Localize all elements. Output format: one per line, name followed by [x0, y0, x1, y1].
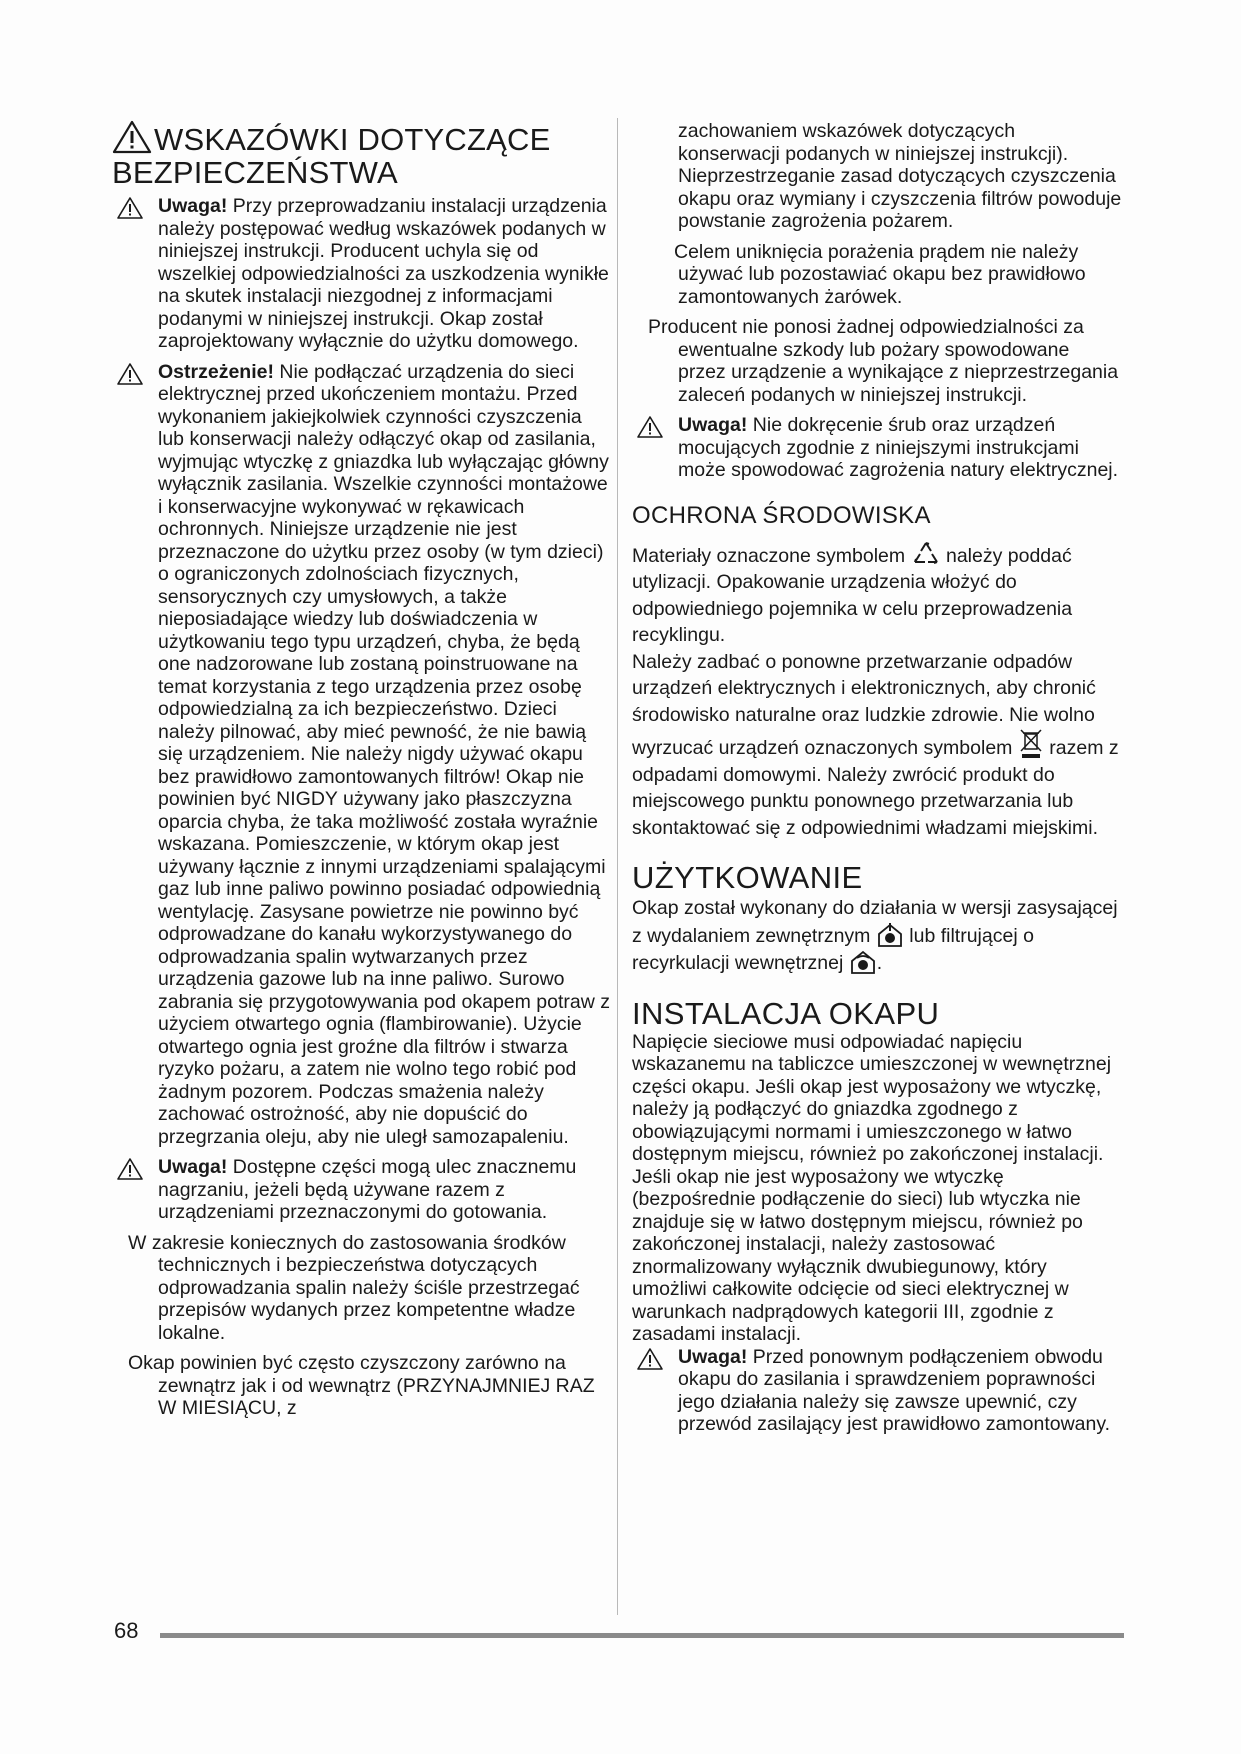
footer-rule [160, 1633, 1124, 1638]
recirculation-mode-icon [849, 949, 877, 975]
usage-text: lub filtrującej o recyrkulacji wewnętrznej [632, 924, 1034, 974]
warning-text: Nie podłączać urządzenia do sieci elektrycznej przed ukończeniem montażu. Przed wykonaniem jakiejkolwiek czynności czyszczenia lub konserwacji należy odłączyć okap od zasilania, wyjmując wtyczkę z gniazdka lub wyłączając główny wyłącznik zasilania. Wszelkie czynności montażowe i konserwacyjne wykonywać w rękawicach ochronnych. Niniejsze urządzenie nie jest przeznaczone do użytku przez osoby (w tym dzieci) o ograniczonych zdolnościach fizycznych, sensorycznych czy umysłowych, a także nieposiadające wiedzy lub doświadczenia w użytkowaniu tego typu urządzeń, chyba, że będą one nadzorowane lub zostaną poinstruowane na temat korzystania z tego urządzenia przez osobę odpowiedzialną za ich bezpieczeństwo. Dzieci należy pilnować, aby mieć pewność, że nie bawią się urządzeniem. Nie należy nigdy używać okapu bez prawidłowo zamontowanych filtrów! Okap nie powinien być NIGDY używany jako płaszczyzna oparcia chyba, że taka możliwość została wyraźnie wskazana. Pomieszczenie, w którym okap jest używany łącznie z innymi urządzeniami spalającymi gaz lub inne paliwo powinno posiadać odpowiednią wentylację. Zasysane powietrze nie powinno być odprowadzane do kanału wykorzystywanego do odprowadzania spalin wytwarzanych przez urządzenia gazowe lub na inne paliwo. Surowo zabrania się przygotowywania pod okapem potraw z użyciem otwartego ognia (flambirowanie). Użycie otwartego ognia jest groźne dla filtrów i stwarza ryzyko pożaru, a zatem nie wolno tego robić pod żadnym pozorem. Podczas smażenia należy zachować ostrożność, aby nie dopuścić do przegrzania oleju, aby nie uległ samozapaleniu. [158, 360, 610, 1148]
paragraph-cleaning: Okap powinien być często czyszczony zarówno na zewnątrz jak i od wewnątrz (PRZYNAJMNIEJ RAZ W MIESIĄCU, z [128, 1352, 595, 1419]
paragraph-liability: Producent nie ponosi żadnej odpowiedzialności za ewentualne szkody lub pożary spowodowane przez urządzenie a wynikające z nieprzestrzegania zaleceń podanych w niniejszej instrukcji. [648, 316, 1119, 406]
paragraph-cleaning-continued: zachowaniem wskazówek dotyczących konserwacji podanych w niniejszej instrukcji). Nieprzestrzeganie zasad dotyczących czyszczenia okapu oraz wymiany i czyszczenia filtrów powoduje powstanie zagrożenia pożarem. [678, 120, 1122, 232]
warning-triangle-icon [116, 196, 144, 220]
usage-paragraph [632, 895, 1122, 977]
safety-title [112, 120, 610, 189]
installation-title: INSTALACJA OKAPU [632, 995, 940, 1031]
warning-triangle-icon [116, 362, 144, 386]
usage-text-end: . [876, 952, 883, 974]
warning-triangle-icon [636, 415, 664, 439]
usage-title: UŻYTKOWANIE [632, 860, 863, 895]
warning-label: Uwaga! [158, 195, 228, 217]
left-column [112, 120, 610, 1420]
warning-screws [632, 414, 1122, 482]
crossed-bin-icon [1018, 728, 1044, 760]
environment-text: należy poddać utylizacji. Opakowanie urządzenia włożyć do odpowiedniego pojemnika w celu przeprowadzenia recyklingu. [632, 544, 1073, 646]
warning-text: Dostępne części mogą ulec znacznemu nagrzaniu, jeżeli będą używane razem z urządzeniami przeznaczonymi do gotowania. [158, 1156, 577, 1223]
warning-text: Przed ponownym podłączeniem obwodu okapu do zasilania i sprawdzeniem poprawności jego działania należy się zawsze upewnić, czy przewód zasilający jest prawidłowo zamontowany. [678, 1345, 1111, 1435]
environment-text: Należy zadbać o ponowne przetwarzanie odpadów urządzeń elektrycznych i elektronicznych, aby chronić środowisko naturalne oraz ludzkie zdrowie. Nie wolno wyrzucać urządzeń oznaczonych symbolem [632, 650, 1096, 759]
warning-label: Uwaga! [678, 1345, 748, 1368]
paragraph-exhaust-rules: W zakresie koniecznych do zastosowania środków technicznych i bezpieczeństwa dotyczących odprowadzania spalin należy ściśle przestrzegać przepisów wydanych przez kompetentne władze lokalne. [128, 1231, 580, 1344]
warning-triangle-icon [112, 120, 152, 154]
page-number: 68 [114, 1618, 139, 1643]
warning-installation [112, 195, 610, 353]
warning-triangle-icon [116, 1157, 144, 1181]
column-divider [617, 118, 618, 1615]
exhaust-mode-icon [876, 922, 904, 948]
environment-paragraph-recycling [632, 540, 1122, 649]
warning-triangle-icon [636, 1347, 664, 1371]
warning-text: Nie dokręcenie śrub oraz urządzeń mocujących zgodnie z niniejszymi instrukcjami może spowodować zagrożenia natury elektrycznej. [678, 414, 1119, 481]
recycle-icon [911, 540, 941, 568]
warning-label: Uwaga! [158, 1156, 228, 1178]
environment-text: razem z odpadami domowymi. Należy zwrócić produkt do miejscowego punktu ponownego przetwarzania lub skontaktować się z odpowiednimi władzami miejskimi. [632, 737, 1119, 839]
environment-paragraph-weee [632, 649, 1122, 842]
usage-text: Okap został wykonany do działania w wersji zasysającej z wydalaniem zewnętrznym [632, 897, 1118, 947]
paragraph-bulbs: Celem uniknięcia porażenia prądem nie należy używać lub pozostawiać okapu bez prawidłowo zamontowanych żarówek. [674, 240, 1086, 308]
warning-hot-parts [112, 1156, 610, 1224]
warning-text: Przy przeprowadzaniu instalacji urządzenia należy postępować według wskazówek podanych w niniejszej instrukcji. Producent uchyla się od wszelkiej odpowiedzialności za uszkodzenia wynikłe na skutek instalacji niezgodnej z informacjami podanymi w niniejszej instrukcji. Okap został zaprojektowany wyłącznie do użytku domowego. [158, 195, 609, 352]
warning-label: Ostrzeżenie! [158, 360, 274, 383]
warning-power-cable [632, 1346, 1122, 1436]
safety-title-text: WSKAZÓWKI DOTYCZĄCE BEZPIECZEŃSTWA [112, 122, 551, 190]
installation-paragraph-voltage: Napięcie sieciowe musi odpowiadać napięciu wskazanemu na tabliczce umieszczonej w wewnętrznej części okapu. Jeśli okap jest wyposażony we wtyczkę, należy ją podłączyć do gniazdka zgodnego z obowiązującymi normami i umieszczonego w łatwo dostępnym miejscu, również po zakończonej instalacji. [632, 1030, 1112, 1165]
environment-text: Materiały oznaczone symbolem [632, 544, 906, 567]
installation-paragraph-switch: Jeśli okap nie jest wyposażony we wtyczkę (bezpośrednie podłączenie do sieci) lub wtyczka nie znajduje się w łatwo dostępnym miejscu, również po zakończonej instalacji, należy zastosować znormalizowany wyłącznik dwubiegunowy, który umożliwi całkowite odcięcie od sieci elektrycznej w warunkach nadprądowych kategorii III, zgodnie z zasadami instalacji. [632, 1165, 1083, 1345]
warning-label: Uwaga! [678, 414, 748, 436]
right-column [632, 120, 1122, 1436]
environment-title: OCHRONA ŚRODOWISKA [632, 501, 931, 529]
warning-electrical [112, 361, 610, 1149]
